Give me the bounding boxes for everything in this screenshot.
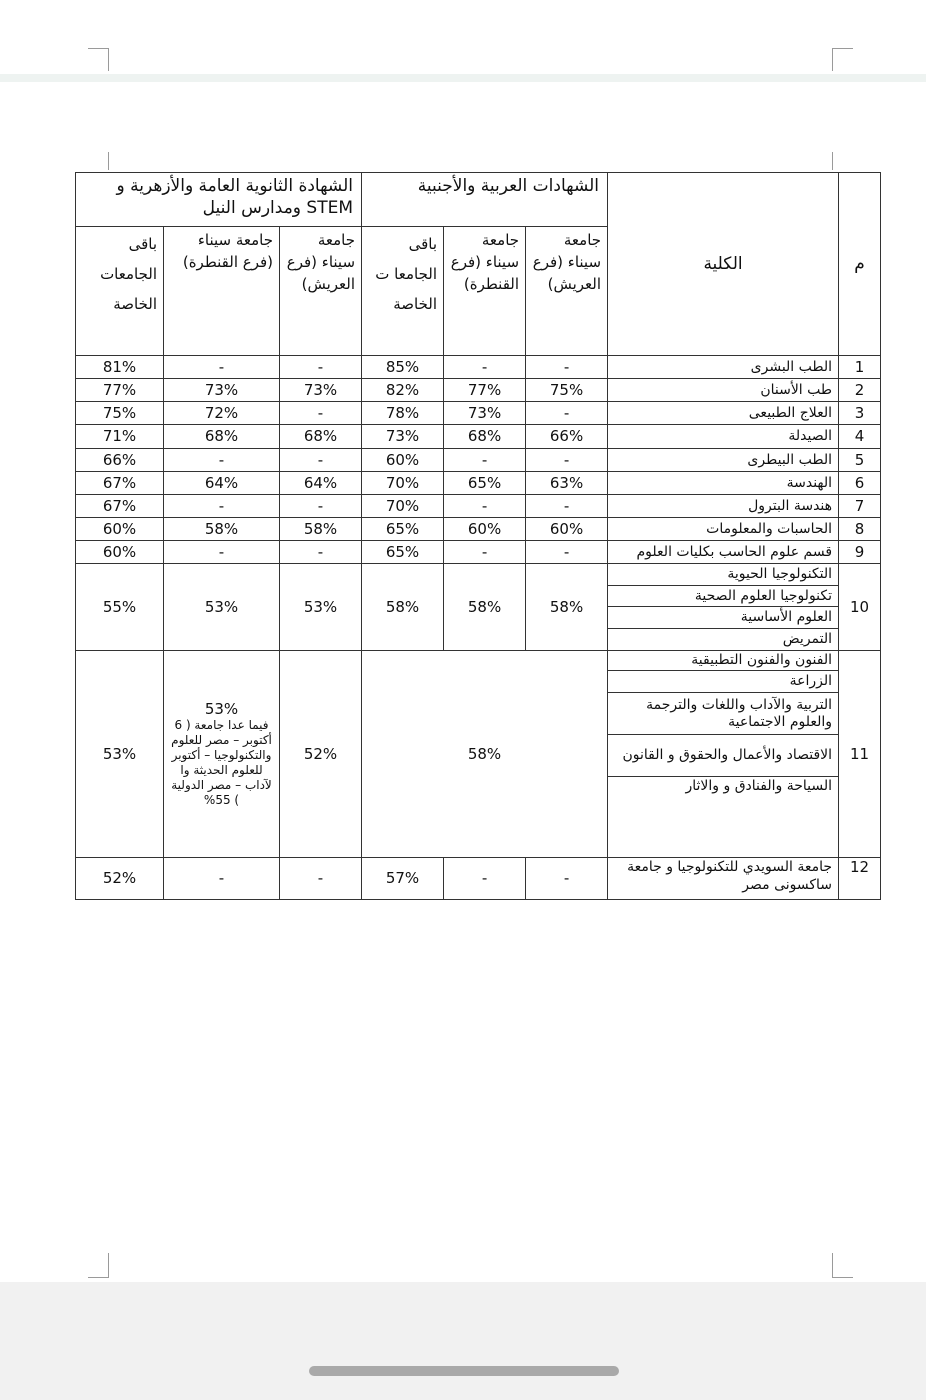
cell-local-private: 75% [76, 402, 164, 425]
cell-local-arish: 73% [280, 379, 362, 402]
table-row [76, 857, 881, 899]
cell-foreign-arish: - [526, 494, 608, 517]
table-row [76, 379, 881, 402]
row-no: 1 [839, 356, 881, 379]
header-foreign-private: باقى الجامعا ت الخاصة [362, 227, 444, 356]
cell-foreign-arish: 58% [526, 564, 608, 650]
cell-local-private: 60% [76, 517, 164, 540]
cell-local-arish: - [280, 402, 362, 425]
table-row [76, 564, 881, 650]
cell-local-private: 71% [76, 425, 164, 448]
college-name: الطب البشرى [608, 356, 839, 379]
cell-foreign-private: 60% [362, 448, 444, 471]
header-foreign-qantara: جامعة سيناء (فرع القنطرة) [444, 227, 526, 356]
cell-foreign-all: 58% [362, 650, 608, 857]
table-row [76, 541, 881, 564]
cell-foreign-qantara: - [444, 857, 526, 899]
college-name: الصيدلة [608, 425, 839, 448]
cell-foreign-qantara: 68% [444, 425, 526, 448]
cell-foreign-private: 82% [362, 379, 444, 402]
college-list [608, 650, 839, 857]
cell-local-qantara: - [164, 857, 280, 899]
row-no: 4 [839, 425, 881, 448]
cell-foreign-private: 57% [362, 857, 444, 899]
cell-foreign-arish: - [526, 448, 608, 471]
college-name: الهندسة [608, 471, 839, 494]
cell-foreign-private: 70% [362, 494, 444, 517]
cell-local-private: 55% [76, 564, 164, 650]
cell-local-arish: 58% [280, 517, 362, 540]
cell-local-qantara: - [164, 494, 280, 517]
cell-local-arish: 64% [280, 471, 362, 494]
cell-local-qantara: - [164, 448, 280, 471]
cell-local-private: 77% [76, 379, 164, 402]
cell-local-qantara: 72% [164, 402, 280, 425]
cell-foreign-arish: - [526, 356, 608, 379]
college-name: التربية والآداب واللغات والترجمة والعلوم الاجتماعية [608, 693, 838, 735]
qantara-exception-note: فيما عدا جامعة ( 6 أكتوبر – مصر للعلوم والتكنولوجيا – أكتوبر للعلوم الحديثة وا لآداب – مصر الدولية ) 55% [171, 717, 272, 807]
table-row [76, 425, 881, 448]
cell-foreign-qantara: - [444, 356, 526, 379]
row-no: 9 [839, 541, 881, 564]
cell-local-qantara: 64% [164, 471, 280, 494]
top-band [0, 74, 926, 82]
college-list [608, 564, 839, 650]
crop-mark [108, 152, 109, 170]
table-row [76, 650, 881, 857]
cell-local-private: 81% [76, 356, 164, 379]
row-no: 10 [839, 564, 881, 650]
cell-local-private: 60% [76, 541, 164, 564]
crop-mark [88, 1253, 109, 1278]
cell-foreign-private: 73% [362, 425, 444, 448]
cell-foreign-qantara: - [444, 541, 526, 564]
crop-mark [832, 152, 833, 170]
cell-foreign-private: 65% [362, 517, 444, 540]
cell-foreign-arish: 63% [526, 471, 608, 494]
header-local-private: باقى الجامعات الخاصة [76, 227, 164, 356]
qantara-main-value: 53% [204, 699, 239, 718]
cell-local-private: 67% [76, 471, 164, 494]
bottom-bar [0, 1282, 926, 1400]
cell-foreign-qantara: 60% [444, 517, 526, 540]
college-name: تكنولوجيا العلوم الصحية [608, 585, 838, 607]
header-foreign-arish: جامعة سيناء (فرع العريش) [526, 227, 608, 356]
cell-foreign-private: 70% [362, 471, 444, 494]
cell-local-arish: - [280, 857, 362, 899]
row-no: 7 [839, 494, 881, 517]
cell-foreign-qantara: - [444, 448, 526, 471]
crop-mark [832, 48, 853, 71]
cell-local-qantara: 58% [164, 517, 280, 540]
cell-foreign-qantara: 58% [444, 564, 526, 650]
cell-local-arish: - [280, 494, 362, 517]
cell-local-private: 66% [76, 448, 164, 471]
row-no: 11 [839, 650, 881, 857]
cell-foreign-private: 65% [362, 541, 444, 564]
cell-foreign-private: 78% [362, 402, 444, 425]
table-row [76, 448, 881, 471]
cell-foreign-arish: 66% [526, 425, 608, 448]
cell-foreign-arish: - [526, 541, 608, 564]
cell-local-arish: 52% [280, 650, 362, 857]
cell-local-arish: - [280, 356, 362, 379]
table-row [76, 356, 881, 379]
cell-foreign-qantara: - [444, 494, 526, 517]
home-indicator[interactable] [309, 1366, 619, 1376]
cell-local-private: 52% [76, 857, 164, 899]
cell-foreign-arish: - [526, 402, 608, 425]
college-name: الحاسبات والمعلومات [608, 517, 839, 540]
header-college: الكلية [608, 173, 839, 356]
header-group-local: الشهادة الثانوية العامة والأزهرية و STEM ومدارس النيل [76, 173, 362, 227]
cell-local-qantara: 68% [164, 425, 280, 448]
row-no: 5 [839, 448, 881, 471]
college-name: السياحة والفنادق و والاثار [685, 778, 833, 795]
college-name: العلاج الطبيعى [608, 402, 839, 425]
row-no: 12 [839, 857, 881, 899]
college-name: العلوم الأساسية [608, 607, 838, 629]
cell-foreign-private: 85% [362, 356, 444, 379]
cell-foreign-qantara: 77% [444, 379, 526, 402]
cell-local-arish: 53% [280, 564, 362, 650]
row-no: 6 [839, 471, 881, 494]
header-no: م [839, 173, 881, 356]
table-row [76, 517, 881, 540]
row-no: 2 [839, 379, 881, 402]
cell-foreign-private: 58% [362, 564, 444, 650]
cell-local-qantara: 53% [164, 564, 280, 650]
table-row [76, 494, 881, 517]
cell-foreign-qantara: 73% [444, 402, 526, 425]
cell-local-private: 53% [76, 650, 164, 857]
row-no: 8 [839, 517, 881, 540]
college-name: جامعة السويدي للتكنولوجيا و جامعة ساكسونى مصر [608, 857, 839, 899]
table-row [76, 402, 881, 425]
admission-table [75, 172, 881, 900]
college-name: الاقتصاد والأعمال والحقوق و القانون [608, 735, 838, 777]
cell-local-arish: 68% [280, 425, 362, 448]
cell-local-qantara: - [164, 356, 280, 379]
cell-foreign-arish: - [526, 857, 608, 899]
college-name: الفنون والفنون التطبيقية [608, 651, 838, 671]
college-name: هندسة البترول [608, 494, 839, 517]
college-name: التمريض [782, 630, 833, 647]
college-name: قسم علوم الحاسب بكليات العلوم [608, 541, 839, 564]
college-name: التكنولوجيا الحيوية [608, 564, 838, 585]
cell-local-qantara [164, 650, 280, 857]
cell-foreign-qantara: 65% [444, 471, 526, 494]
college-name: الطب البيطرى [608, 448, 839, 471]
cell-local-qantara: - [164, 541, 280, 564]
cell-foreign-arish: 75% [526, 379, 608, 402]
college-name: الزراعة [608, 671, 838, 693]
college-name: طب الأسنان [608, 379, 839, 402]
header-local-arish: جامعة سيناء (فرع العريش) [280, 227, 362, 356]
table-row [76, 471, 881, 494]
header-group-foreign: الشهادات العربية والأجنبية [362, 173, 608, 227]
row-no: 3 [839, 402, 881, 425]
cell-foreign-arish: 60% [526, 517, 608, 540]
cell-local-arish: - [280, 541, 362, 564]
cell-local-arish: - [280, 448, 362, 471]
crop-mark [832, 1253, 853, 1278]
cell-local-qantara: 73% [164, 379, 280, 402]
cell-local-private: 67% [76, 494, 164, 517]
header-local-qantara: جامعة سيناء (فرع القنطرة) [164, 227, 280, 356]
crop-mark [88, 48, 109, 71]
